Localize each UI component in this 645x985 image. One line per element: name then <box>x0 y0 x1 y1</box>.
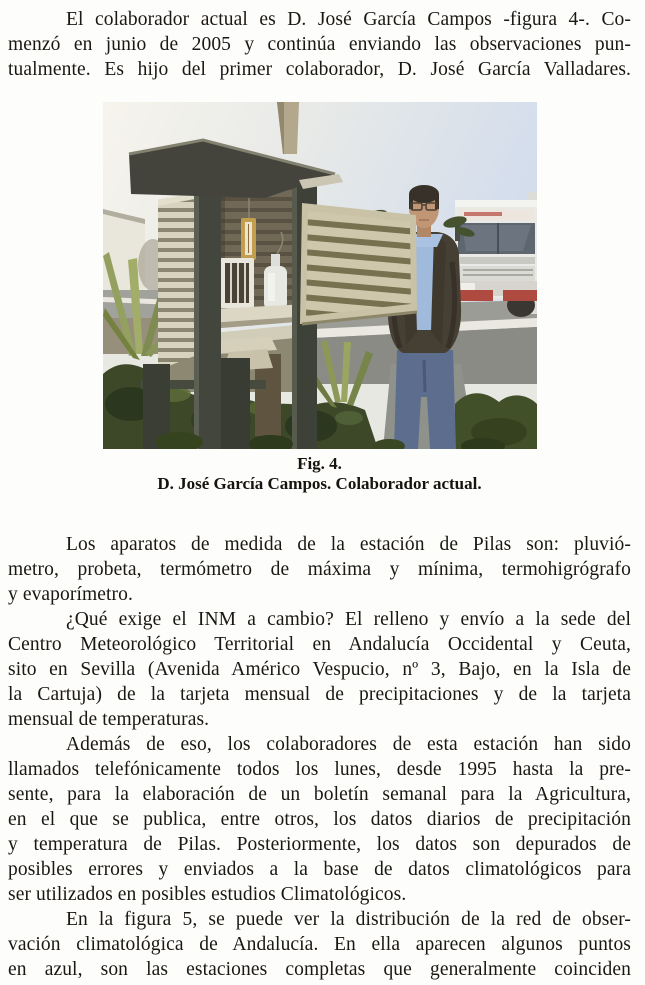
text-line: en el que se publica, entre otros, los datos diarios de precipitación <box>8 809 631 830</box>
text-line: llamados telefónicamente todos los lunes, desde 1995 hasta la pre- <box>8 759 631 780</box>
paragraph-5 <box>8 907 631 982</box>
text-line: y temperatura de Pilas. Posteriormente, los datos son depurados de <box>8 834 631 855</box>
text-line: mensual de temperaturas. <box>8 709 210 730</box>
text-line: ser utilizados en posibles estudios Climatológicos. <box>8 884 407 905</box>
text-line: El colaborador actual es D. José García Campos -figura 4-. Co- <box>66 9 631 30</box>
text-line: ¿Qué exige el INM a cambio? El relleno y envío a la sede del <box>66 609 631 630</box>
figure-title-caption: D. José García Campos. Colaborador actual. <box>157 474 482 493</box>
paragraph-2 <box>8 532 631 607</box>
text-line: la Cartuja) de la tarjeta mensual de precipitaciones y de la tarjeta <box>8 684 631 705</box>
text-line: sito en Sevilla (Avenida Américo Vespucio, nº 3, Bajo, en la Isla de <box>8 659 631 680</box>
figure-number-caption: Fig. 4. <box>297 454 342 473</box>
text-line: tualmente. Es hijo del primer colaborador, D. José García Valladares. <box>8 59 631 80</box>
text-line: En la figura 5, se puede ver la distribución de la red de obser- <box>66 909 631 930</box>
text-line: menzó en junio de 2005 y continúa enviando las observaciones pun- <box>8 34 631 55</box>
paragraph-1 <box>8 7 631 82</box>
text-line: Además de eso, los colaboradores de esta estación han sido <box>66 734 631 755</box>
station-photo <box>103 102 537 449</box>
text-line: posibles errores y enviados a la base de datos climatológicos para <box>8 859 631 880</box>
text-line: Centro Meteorológico Territorial en Andalucía Occidental y Ceuta, <box>8 634 631 655</box>
text-line: Los aparatos de medida de la estación de Pilas son: pluvió- <box>66 534 631 555</box>
paragraph-4 <box>8 732 631 907</box>
paragraph-3 <box>8 607 631 732</box>
figure-4 <box>103 102 537 494</box>
text-line: y evaporímetro. <box>8 584 133 605</box>
text-line: sente, para la elaboración de un boletín semanal para la Agricultura, <box>8 784 631 805</box>
text-line: metro, probeta, termómetro de máxima y mínima, termohigrógrafo <box>8 559 631 580</box>
text-line: en azul, son las estaciones completas que generalmente coinciden <box>8 959 631 980</box>
text-line: vación climatológica de Andalucía. En ella aparecen algunos puntos <box>8 934 631 955</box>
